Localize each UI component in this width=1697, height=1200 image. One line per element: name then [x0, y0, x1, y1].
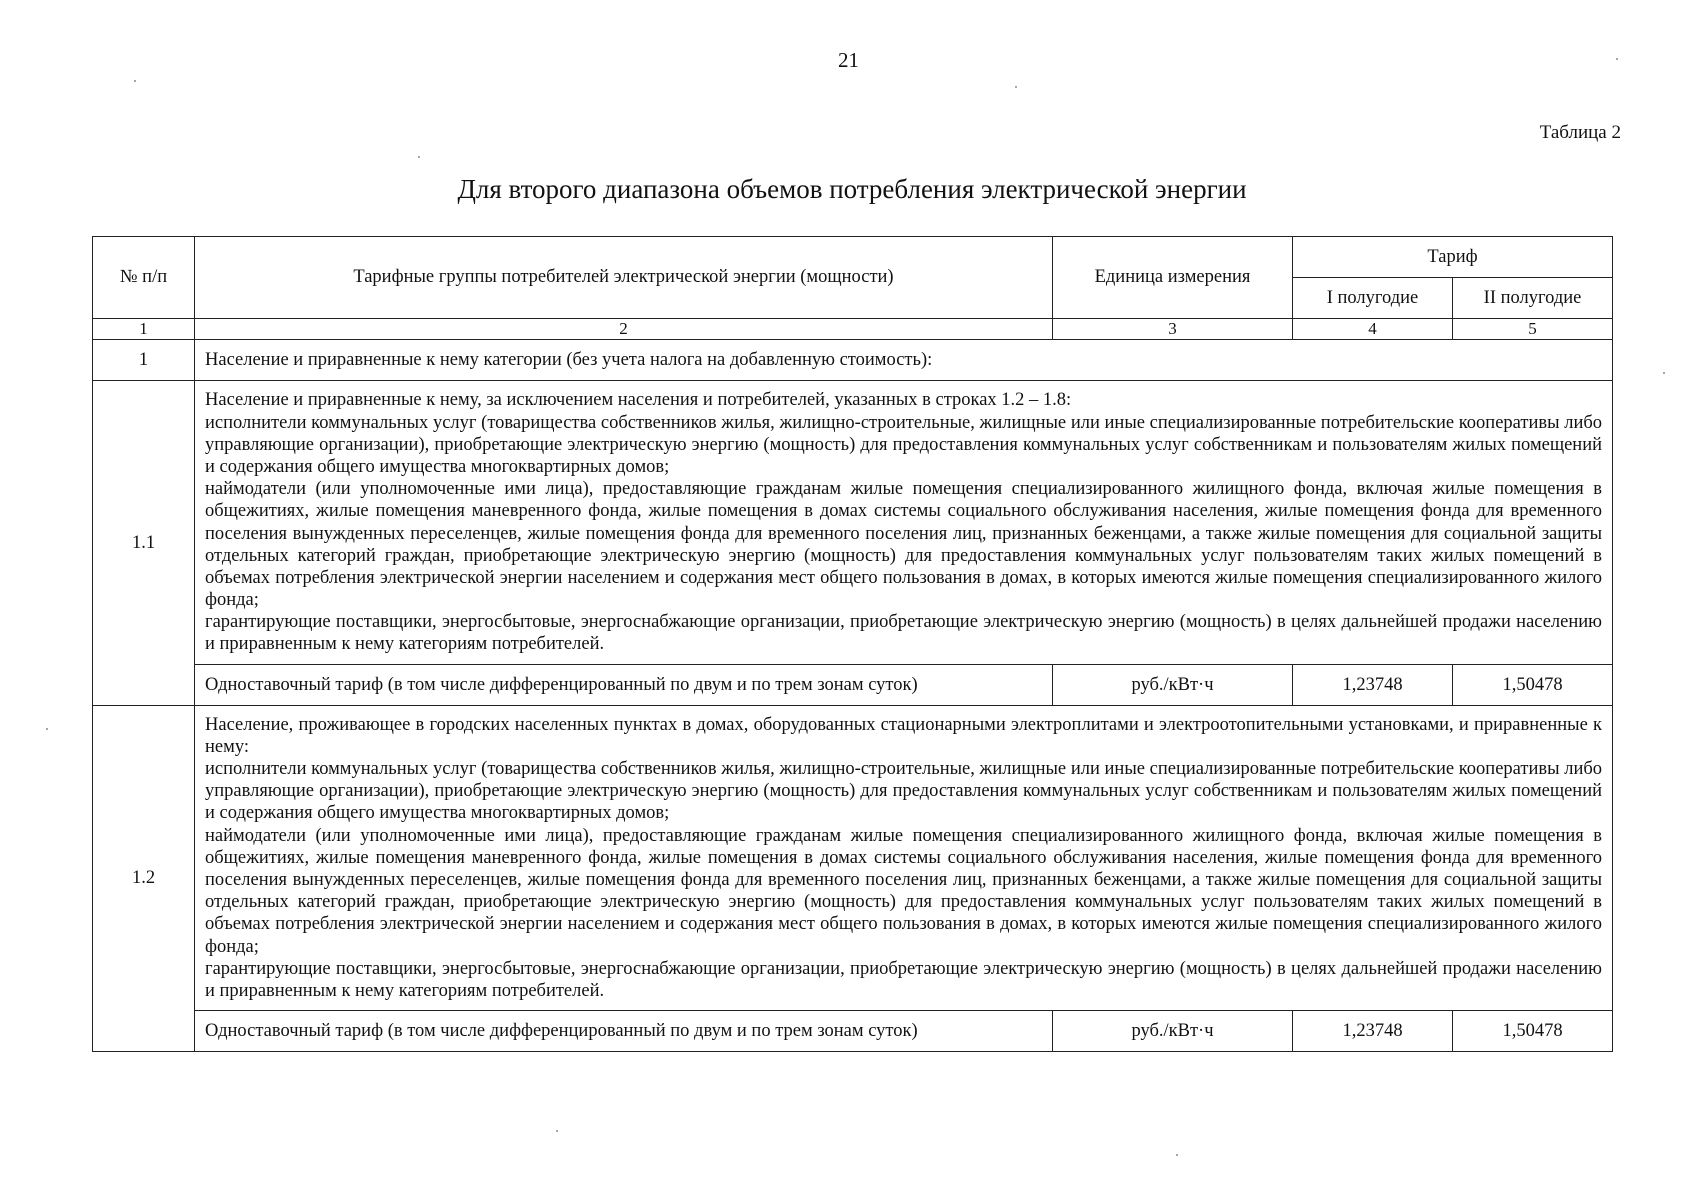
- header-row: [93, 237, 1613, 278]
- table-row: [93, 381, 1613, 664]
- column-number: 4: [1293, 319, 1453, 340]
- scan-speck: [1015, 86, 1017, 88]
- row-description: [195, 381, 1613, 664]
- description-paragraph: гарантирующие поставщики, энергосбытовые, энергоснабжающие организации, приобретающие электрическую энергию (мощность) в целях дальнейшей продажи населению и приравненным к нему категориям потребителей.: [205, 958, 1603, 1001]
- column-number: 5: [1453, 319, 1613, 340]
- scan-speck: [1663, 372, 1665, 374]
- tariff-value-h1: 1,23748: [1293, 664, 1453, 705]
- description-paragraph: исполнители коммунальных услуг (товарищества собственников жилья, жилищно-строительные, жилищные или иные специализированные потребительские кооперативы либо управляющие организации), приобретающие электрическую энергию (мощность) для предоставления коммунальных услуг собственникам и пользователям жилых помещений и содержания общего имущества многоквартирных домов;: [205, 759, 1603, 824]
- page-number: 21: [838, 48, 859, 72]
- scan-speck: [1176, 1154, 1178, 1156]
- tariff-value-h1: 1,23748: [1293, 1011, 1453, 1052]
- header-unit: Единица измерения: [1053, 237, 1293, 319]
- header-half-1: I полугодие: [1293, 278, 1453, 319]
- section-text: Население и приравненные к нему категории (без учета налога на добавленную стоимость):: [195, 340, 1613, 381]
- description-paragraph: Население и приравненные к нему, за исключением населения и потребителей, указанных в строках 1.2 – 1.8:: [205, 390, 1072, 411]
- description-paragraph: гарантирующие поставщики, энергосбытовые, энергоснабжающие организации, приобретающие электрическую энергию (мощность) в целях дальнейшей продажи населению и приравненным к нему категориям потребителей.: [205, 612, 1603, 655]
- tariff-label: Одноставочный тариф (в том числе дифференцированный по двум и по трем зонам суток): [195, 664, 1053, 705]
- tariff-line: [93, 1011, 1613, 1052]
- column-number-row: [93, 319, 1613, 340]
- table-caption: Таблица 2: [1539, 122, 1621, 143]
- column-number: 2: [195, 319, 1053, 340]
- column-number: 3: [1053, 319, 1293, 340]
- tariff-table: [92, 236, 1613, 1052]
- header-half-2: II полугодие: [1453, 278, 1613, 319]
- tariff-label: Одноставочный тариф (в том числе дифференцированный по двум и по трем зонам суток): [195, 1011, 1053, 1052]
- table-row: [93, 705, 1613, 1010]
- description-paragraph: Население, проживающее в городских населенных пунктах в домах, оборудованных стационарными электроплитами и электроотопительными установками, и приравненные к нему:: [205, 714, 1603, 757]
- tariff-unit: руб./кВт·ч: [1053, 1011, 1293, 1052]
- tariff-value-h2: 1,50478: [1453, 664, 1613, 705]
- section-row: [93, 340, 1613, 381]
- row-num: 1.2: [93, 705, 195, 1051]
- header-tariff: Тариф: [1293, 237, 1613, 278]
- row-description: [195, 705, 1613, 1010]
- description-paragraph: наймодатели (или уполномоченные ими лица), предоставляющие гражданам жилые помещения специализированного жилищного фонда, включая жилые помещения в общежитиях, жилые помещения маневренного фонда, жилые помещения в домах системы социального обслуживания населения, жилые помещения фонда для временного поселения вынужденных переселенцев, жилые помещения фонда для временного поселения лиц, признанных беженцами, а также жилые помещения для социальной защиты отдельных категорий граждан, приобретающие электрическую энергию (мощность) для предоставления коммунальных услуг пользователям таких жилых помещений в объемах потребления электрической энергии населением и содержания мест общего пользования в домах, в которых имеются жилые помещения специализированного жилого фонда;: [205, 479, 1603, 611]
- description-paragraph: исполнители коммунальных услуг (товарищества собственников жилья, жилищно-строительные, жилищные или иные специализированные потребительские кооперативы либо управляющие организации), приобретающие электрическую энергию (мощность) для предоставления коммунальных услуг собственникам и пользователям жилых помещений и содержания общего имущества многоквартирных домов;: [205, 412, 1603, 477]
- row-num: 1.1: [93, 381, 195, 705]
- header-group: Тарифные группы потребителей электрической энергии (мощности): [195, 237, 1053, 319]
- header-num: № п/п: [93, 237, 195, 319]
- tariff-unit: руб./кВт·ч: [1053, 664, 1293, 705]
- column-number: 1: [93, 319, 195, 340]
- section-num: 1: [93, 340, 195, 381]
- description-paragraph: наймодатели (или уполномоченные ими лица), предоставляющие гражданам жилые помещения специализированного жилищного фонда, включая жилые помещения в общежитиях, жилые помещения маневренного фонда, жилые помещения в домах системы социального обслуживания населения, жилые помещения фонда для временного поселения вынужденных переселенцев, жилые помещения фонда для временного поселения лиц, признанных беженцами, а также жилые помещения для социальной защиты отдельных категорий граждан, приобретающие электрическую энергию (мощность) для предоставления коммунальных услуг пользователям таких жилых помещений в объемах потребления электрической энергии населением и содержания мест общего пользования в домах, в которых имеются жилые помещения специализированного жилого фонда;: [205, 825, 1603, 957]
- document-title: Для второго диапазона объемов потребления электрической энергии: [457, 174, 1247, 204]
- tariff-line: [93, 664, 1613, 705]
- tariff-value-h2: 1,50478: [1453, 1011, 1613, 1052]
- scan-speck: [134, 80, 136, 82]
- scan-speck: [1616, 58, 1618, 60]
- scan-speck: [46, 728, 48, 730]
- scan-speck: [418, 156, 420, 158]
- scan-speck: [556, 1130, 558, 1132]
